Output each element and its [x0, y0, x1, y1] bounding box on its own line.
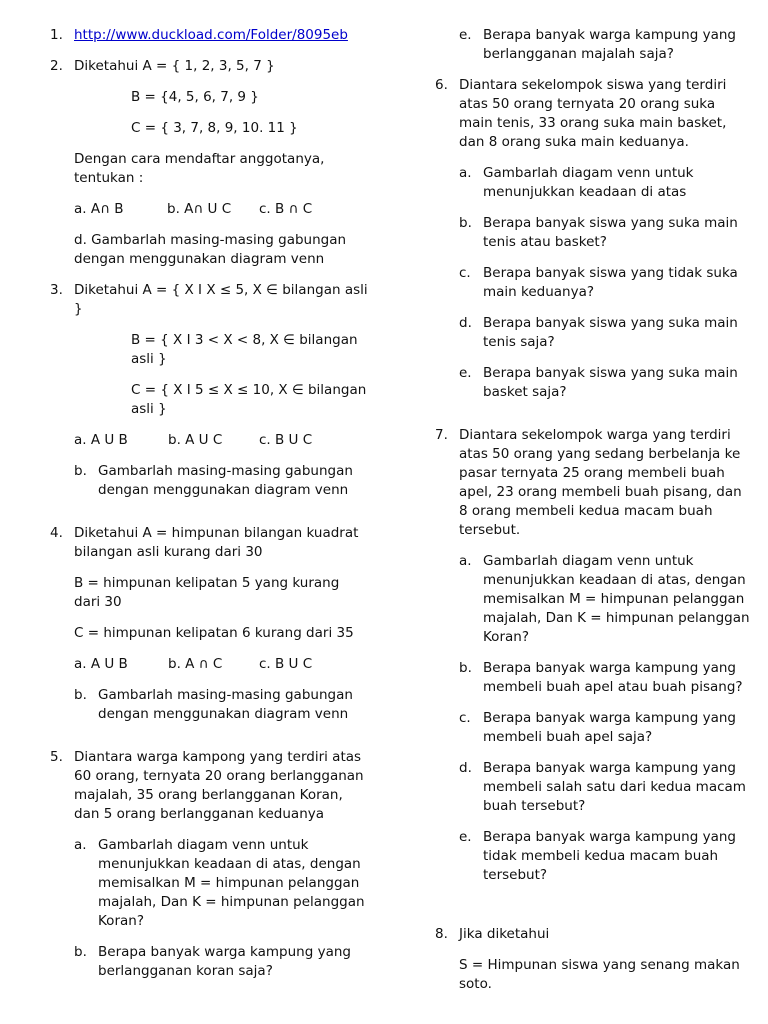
question-5 [50, 748, 368, 993]
sub-item-text: Berapa banyak warga kampung yang berlangganan majalah saja? [483, 27, 736, 62]
option-c: c. B U C [259, 432, 313, 448]
sub-item-b [459, 659, 753, 697]
question-intro: Diketahui A = { 1, 2, 3, 5, 7 } [74, 58, 275, 74]
question-task: Dengan cara mendaftar anggotanya, tentukan : [74, 151, 325, 186]
folder-link[interactable]: http://www.duckload.com/Folder/8095eb [74, 27, 348, 43]
sub-item-text: Gambarlah masing-masing gabungan dengan menggunakan diagram venn [98, 687, 353, 722]
question-6 [435, 76, 753, 414]
question-3 [50, 281, 368, 512]
question-2 [50, 57, 368, 269]
option-c: c. B U C [259, 656, 313, 672]
sub-item-a [459, 164, 753, 202]
sub-item-label: e. [459, 27, 472, 43]
sub-item-b [459, 214, 753, 252]
question-intro: Diantara sekelompok warga yang terdiri atas 50 orang yang sedang berbelanja ke pasar ternyata 25 orang membeli buah apel, 23 orang membeli buah pisang, dan 8 orang membeli kedua macam buah tersebut. [459, 427, 742, 538]
sub-item-label: a. [459, 553, 472, 569]
sub-item-a [74, 836, 368, 931]
sub-item-text: Gambarlah diagam venn untuk menunjukkan keadaan di atas, dengan memisalkan M = himpunan pelanggan majalah, Dan K = himpunan pelanggan Koran? [98, 837, 365, 929]
question-number: 3. [50, 282, 63, 298]
option-b: b. A ∩ C [168, 656, 223, 672]
option-a: a. A U B [74, 432, 128, 448]
sub-item-d [459, 759, 753, 816]
question-8 [435, 925, 753, 994]
option-c: c. B ∩ C [259, 201, 313, 217]
question-1 [50, 26, 368, 45]
question-number: 6. [435, 77, 448, 93]
sub-item-label: d. [459, 315, 472, 331]
sub-item-text: Berapa banyak warga kampung yang membeli salah satu dari kedua macam buah tersebut? [483, 760, 746, 814]
sub-item-b [74, 462, 368, 500]
question-number: 8. [435, 926, 448, 942]
question-number: 4. [50, 525, 63, 541]
set-b: B = { X I 3 < X < 8, X ∈ bilangan asli } [131, 332, 358, 367]
option-a: a. A∩ B [74, 201, 124, 217]
sub-item-a [459, 552, 753, 647]
sub-item-label: b. [74, 687, 87, 703]
sub-item-text: Gambarlah diagam venn untuk menunjukkan keadaan di atas, dengan memisalkan M = himpunan pelanggan majalah, Dan K = himpunan pelanggan Koran? [483, 553, 750, 645]
sub-item-label: b. [74, 944, 87, 960]
option-row [74, 200, 368, 219]
set-s: S = Himpunan siswa yang senang makan soto. [459, 957, 740, 992]
sub-item-text: Berapa banyak warga kampung yang membeli buah apel atau buah pisang? [483, 660, 743, 695]
question-number: 1. [50, 27, 63, 43]
sub-item-text: Berapa banyak siswa yang suka main tenis saja? [483, 315, 738, 350]
set-c: C = himpunan kelipatan 6 kurang dari 35 [74, 625, 354, 641]
sub-item-text: Berapa banyak warga kampung yang tidak membeli kedua macam buah tersebut? [483, 829, 736, 883]
sub-item-label: b. [459, 215, 472, 231]
sub-item-c [459, 264, 753, 302]
set-c: C = { X I 5 ≤ X ≤ 10, X ∈ bilangan asli } [131, 382, 367, 417]
set-c: C = { 3, 7, 8, 9, 10. 11 } [131, 120, 298, 136]
sub-item-text: Berapa banyak warga kampung yang berlangganan koran saja? [98, 944, 351, 979]
option-row [74, 655, 368, 674]
sub-item-text: Gambarlah diagam venn untuk menunjukkan keadaan di atas [483, 165, 694, 200]
sub-item-label: a. [74, 837, 87, 853]
set-b: B = himpunan kelipatan 5 yang kurang dari 30 [74, 575, 340, 610]
set-b: B = {4, 5, 6, 7, 9 } [131, 89, 259, 105]
sub-item-b [74, 943, 368, 981]
sub-item-label: b. [459, 660, 472, 676]
sub-item-label: e. [459, 829, 472, 845]
sub-item-label: c. [459, 265, 471, 281]
question-number: 5. [50, 749, 63, 765]
sub-item-d [459, 314, 753, 352]
sub-item-label: b. [74, 463, 87, 479]
question-number: 7. [435, 427, 448, 443]
question-intro: Diketahui A = { X I X ≤ 5, X ∈ bilangan asli } [74, 282, 368, 317]
option-b: b. A U C [168, 432, 223, 448]
question-intro: Diantara sekelompok siswa yang terdiri atas 50 orang ternyata 20 orang suka main tenis, 33 orang suka main basket, dan 8 orang suka main keduanya. [459, 77, 727, 150]
option-d: d. Gambarlah masing-masing gabungan dengan menggunakan diagram venn [74, 232, 347, 267]
sub-item-text: Berapa banyak siswa yang suka main basket saja? [483, 365, 738, 400]
question-4 [50, 524, 368, 736]
option-a: a. A U B [74, 656, 128, 672]
sub-item-text: Gambarlah masing-masing gabungan dengan menggunakan diagram venn [98, 463, 353, 498]
left-column [50, 26, 368, 1005]
question-intro: Jika diketahui [459, 926, 550, 942]
sub-item-label: d. [459, 760, 472, 776]
sub-item-text: Berapa banyak siswa yang suka main tenis atau basket? [483, 215, 738, 250]
question-7 [435, 426, 753, 897]
sub-item-label: a. [459, 165, 472, 181]
sub-item-b [74, 686, 368, 724]
question-intro: Diantara warga kampong yang terdiri atas 60 orang, ternyata 20 orang berlangganan majalah, 35 orang berlangganan Koran, dan 5 orang berlangganan keduanya [74, 749, 364, 822]
question-5-item-e [435, 26, 753, 64]
sub-item-label: e. [459, 365, 472, 381]
sub-item-e [459, 364, 753, 402]
sub-item-c [459, 709, 753, 747]
option-row [74, 431, 368, 450]
question-number: 2. [50, 58, 63, 74]
question-intro: Diketahui A = himpunan bilangan kuadrat bilangan asli kurang dari 30 [74, 525, 359, 560]
sub-item-label: c. [459, 710, 471, 726]
spacer [435, 897, 753, 925]
sub-item-e [459, 828, 753, 885]
sub-item-text: Berapa banyak warga kampung yang membeli buah apel saja? [483, 710, 736, 745]
sub-item-text: Berapa banyak siswa yang tidak suka main keduanya? [483, 265, 738, 300]
option-b: b. A∩ U C [167, 201, 232, 217]
right-column [435, 26, 753, 1006]
